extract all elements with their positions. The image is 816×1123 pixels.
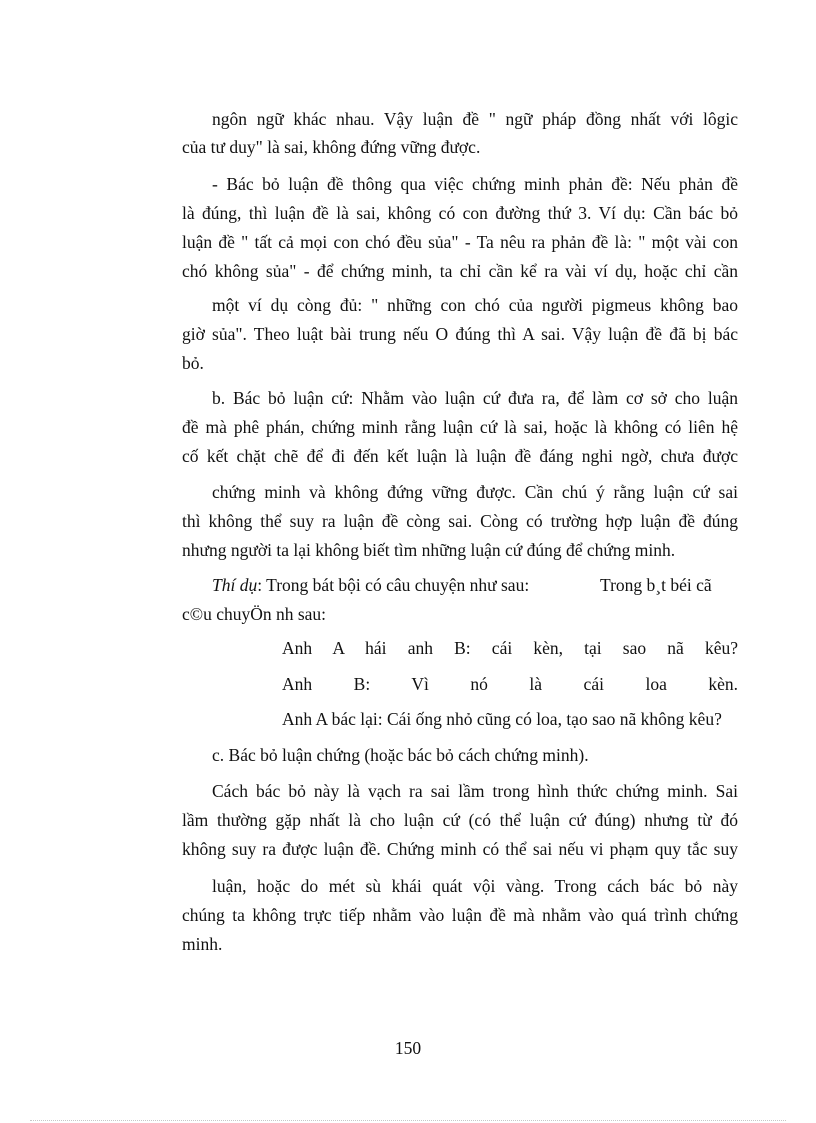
text-line: thì không thể suy ra luận đề còng sai. Còng có trường hợp luận đề đúng: [182, 511, 738, 531]
text-line: chứng minh và không đứng vững được. Cần chú ý rằng luận cứ sai: [212, 482, 738, 502]
dialogue-line: Anh A bác lại: Cái ống nhỏ cũng có loa, tạo sao nã không kêu?: [282, 709, 722, 729]
text-line: Cách bác bỏ này là vạch ra sai lầm trong hình thức chứng minh. Sai: [212, 781, 738, 801]
garbled-text: Trong b¸t béi cã: [600, 575, 712, 595]
example-label: Thí dụ: [212, 575, 258, 595]
text-line: luận đề " tất cả mọi con chó đều sủa" - Ta nêu ra phản đề là: " một vài con: [182, 232, 738, 252]
dialogue-line: Anh A hái anh B: cái kèn, tại sao nã kêu?: [282, 638, 738, 658]
text-line: không suy ra được luận đề. Chứng minh có thể sai nếu vi phạm quy tắc suy: [182, 839, 738, 859]
dialogue-line: Anh B: Vì nó là cái loa kèn.: [282, 674, 738, 694]
text-line: lầm thường gặp nhất là cho luận cứ (có thể luận cứ đúng) nhưng từ đó: [182, 810, 738, 830]
text-line: - Bác bỏ luận đề thông qua việc chứng minh phản đề: Nếu phản đề: [212, 174, 738, 194]
text-line: bỏ.: [182, 353, 204, 373]
text-line: chó không sủa" - để chứng minh, ta chỉ cần kể ra vài ví dụ, hoặc chỉ cần: [182, 261, 738, 281]
garbled-text: c©u chuyÖn nh sau:: [182, 604, 327, 624]
text-line: b. Bác bỏ luận cứ: Nhằm vào luận cứ đưa ra, để làm cơ sở cho luận: [212, 388, 738, 408]
text-line: nhưng người ta lại không biết tìm những luận cứ đúng để chứng minh.: [182, 540, 676, 560]
text-line: của tư duy" là sai, không đứng vững được.: [182, 137, 481, 157]
text-line: một ví dụ còng đủ: " những con chó của người pigmeus không bao: [212, 295, 738, 315]
footer-divider: [30, 1120, 786, 1121]
text-line: cố kết chặt chẽ để đi đến kết luận là luận đề đáng nghi ngờ, chưa được: [182, 446, 738, 466]
text-line: đề mà phê phán, chứng minh rằng luận cứ là sai, hoặc là không có liên hệ: [182, 417, 738, 437]
text-line: giờ sủa". Theo luật bài trung nếu O đúng thì A sai. Vậy luận đề đã bị bác: [182, 324, 738, 344]
text-line: minh.: [182, 934, 223, 954]
text-line: luận, hoặc do mét sù khái quát vội vàng. Trong cách bác bỏ này: [212, 876, 738, 896]
example-text: : Trong bát bội có câu chuyện như sau:: [257, 575, 530, 595]
section-heading: c. Bác bỏ luận chứng (hoặc bác bỏ cách chứng minh).: [212, 745, 589, 765]
text-line: là đúng, thì luận đề là sai, không có con đường thứ 3. Ví dụ: Cần bác bỏ: [182, 203, 738, 223]
text-line: chúng ta không trực tiếp nhằm vào luận đề mà nhằm vào quá trình chứng: [182, 905, 738, 925]
page-number: 150: [394, 1038, 422, 1058]
text-line: ngôn ngữ khác nhau. Vậy luận đề " ngữ pháp đồng nhất với lôgic: [212, 109, 738, 129]
